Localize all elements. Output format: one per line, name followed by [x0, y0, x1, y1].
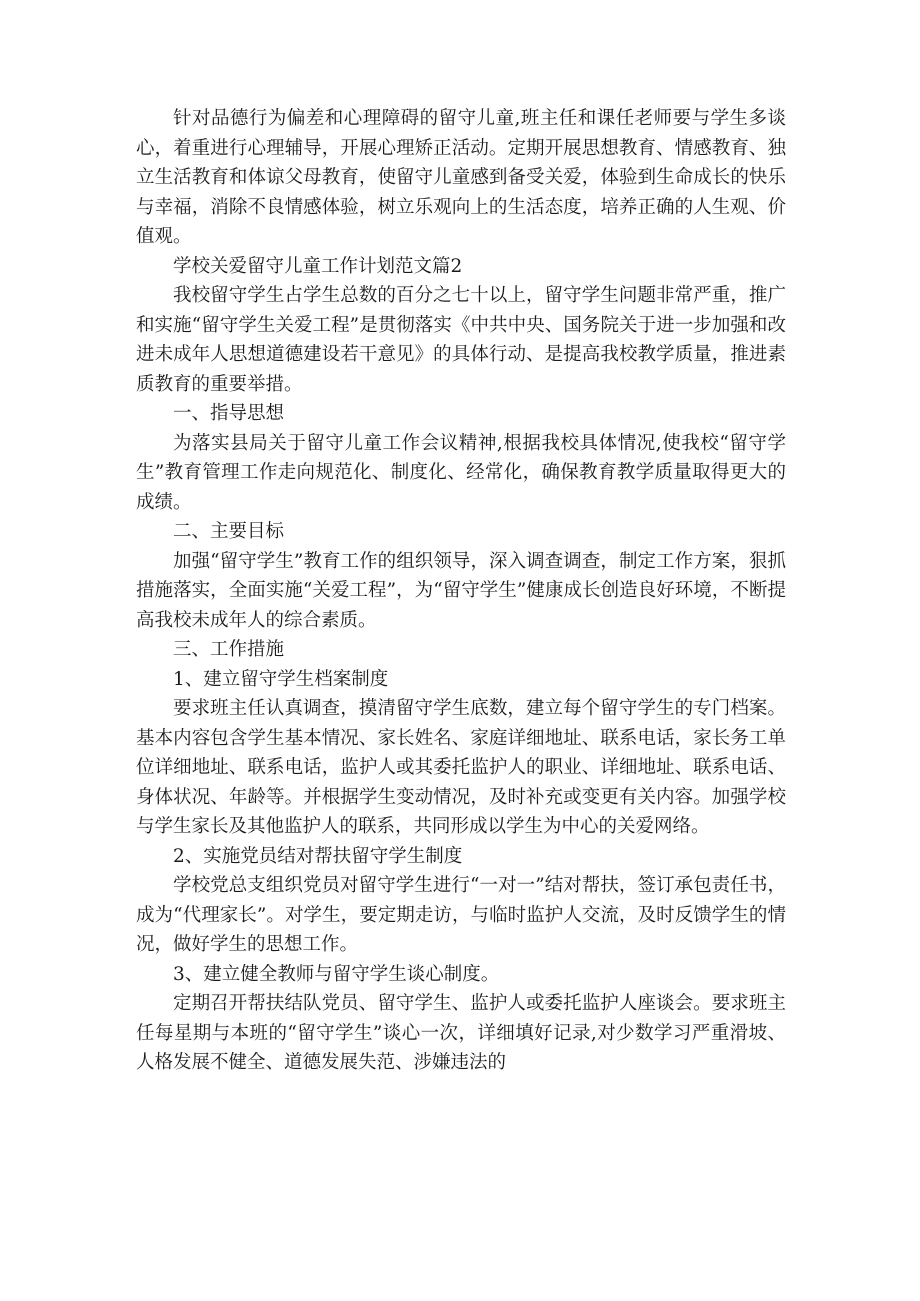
document-body — [136, 104, 786, 1078]
subheading-party-pairing: 2、实施党员结对帮扶留守学生制度 — [173, 845, 463, 867]
paragraph-archive-system: 要求班主任认真调查，摸清留守学生底数，建立每个留守学生的专门档案。基本内容包含学生基本情况、家长姓名、家庭详细地址、联系电话，家长务工单位详细地址、联系电话，监护人或其委托监护人的职业、详细地址、联系电话、身体状况、年龄等。并根据学生变动情况，及时补充或变更有关内容。加强学校与学生家长及其他监护人的联系，共同形成以学生为中心的关爱网络。 — [136, 698, 786, 837]
paragraph-introduction: 我校留守学生占学生总数的百分之七十以上，留守学生问题非常严重，推广和实施“留守学生关爱工程”是贯彻落实《中共中央、国务院关于进一步加强和改进未成年人思想道德建设若干意见》的具体行动、是提高我校教学质量，推进素质教育的重要举措。 — [136, 285, 786, 395]
section-title-plan-2: 学校关爱留守儿童工作计划范文篇2 — [173, 255, 463, 277]
paragraph-main-goals: 加强“留守学生”教育工作的组织领导，深入调查调查，制定工作方案，狠抓措施落实，全面实施“关爱工程”，为“留守学生”健康成长创造良好环境，不断提高我校未成年人的综合素质。 — [136, 550, 786, 631]
paragraph-moral-guidance: 针对品德行为偏差和心理障碍的留守儿童,班主任和课任老师要与学生多谈心，着重进行心理辅导，开展心理矫正活动。定期开展思想教育、情感教育、独立生活教育和体谅父母教育，使留守儿童感到备受关爱，体验到生命成长的快乐与幸福，消除不良情感体验，树立乐观向上的生活态度，培养正确的人生观、价值观。 — [136, 108, 786, 247]
paragraph-party-pairing: 学校党总支组织党员对留守学生进行“一对一”结对帮扶，签订承包责任书，成为“代理家长”。对学生，要定期走访，与临时监护人交流，及时反馈学生的情况，做好学生的思想工作。 — [136, 875, 786, 955]
heading-main-goals: 二、主要目标 — [173, 521, 285, 542]
paragraph-guiding-ideology: 为落实县局关于留守儿童工作会议精神,根据我校具体情况,使我校“留守学生”教育管理工作走向规范化、制度化、经常化，确保教育教学质量取得更大的成绩。 — [136, 432, 786, 513]
paragraph-heart-talk: 定期召开帮扶结队党员、留守学生、监护人或委托监护人座谈会。要求班主任每星期与本班的“留守学生”谈心一次，详细填好记录,对少数学习严重滑坡、人格发展不健全、道德发展失范、涉嫌违法的 — [136, 993, 786, 1073]
subheading-heart-talk: 3、建立健全教师与留守学生谈心制度。 — [173, 963, 500, 985]
heading-work-measures: 三、工作措施 — [173, 639, 285, 660]
heading-guiding-ideology: 一、指导思想 — [173, 403, 285, 424]
subheading-archive-system: 1、建立留守学生档案制度 — [173, 668, 389, 690]
